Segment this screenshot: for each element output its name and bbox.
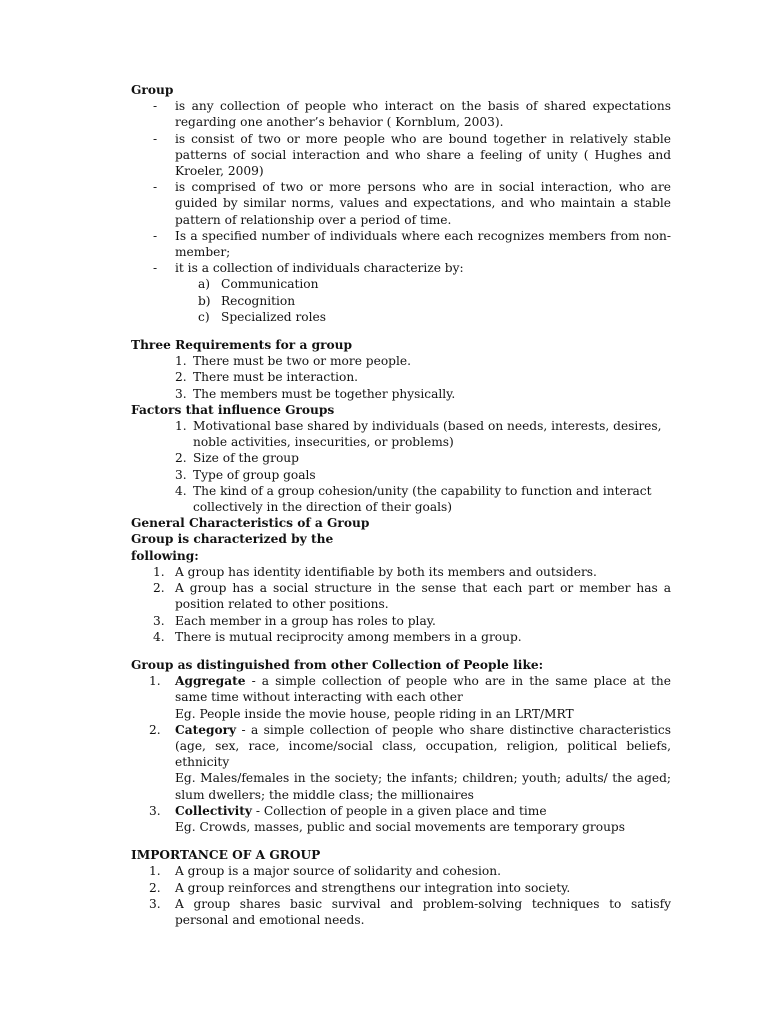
list-marker: b)	[198, 293, 211, 308]
distinguished-list	[131, 673, 671, 835]
characteristics-subheading	[131, 531, 671, 563]
list-item	[131, 467, 671, 483]
term-definition: - a simple collection of people who are in the same place at the same time without interacting with each other	[175, 674, 671, 705]
list-item-text: A group is a major source of solidarity and cohesion.	[175, 864, 501, 879]
list-item-text: There is mutual reciprocity among members in a group.	[175, 629, 522, 644]
list-item	[131, 293, 671, 309]
example-text: Eg. Males/females in the society; the infants; children; youth; adults/ the aged; slum dwellers; the middle class; the millionaires	[175, 771, 671, 802]
list-item-text: The kind of a group cohesion/unity (the capability to function and interact collectively in the direction of their goals)	[193, 483, 652, 515]
list-marker: 3.	[153, 613, 165, 628]
list-item-text: Communication	[221, 277, 319, 292]
list-marker: 1.	[175, 354, 187, 369]
list-item-text: Type of group goals	[193, 467, 316, 482]
list-item-text: A group reinforces and strengthens our integration into society.	[175, 880, 571, 895]
list-item	[131, 369, 671, 385]
list-item-text: Each member in a group has roles to play.	[175, 613, 436, 628]
list-item	[131, 98, 671, 130]
list-marker: a)	[198, 277, 211, 292]
list-marker: 3.	[149, 803, 161, 818]
list-item	[131, 564, 671, 580]
list-item	[131, 179, 671, 228]
list-item-text: it is a collection of individuals characterize by:	[175, 261, 464, 276]
list-item-text: A group has identity identifiable by both its members and outsiders.	[175, 564, 597, 579]
list-marker: 4.	[175, 483, 187, 498]
subheading-line: Group is characterized by the	[131, 532, 334, 547]
dash-marker: -	[153, 131, 158, 146]
list-item	[131, 353, 671, 369]
list-marker: 3.	[175, 467, 187, 482]
list-marker: 2.	[153, 581, 165, 596]
list-item	[131, 803, 671, 835]
list-item	[131, 418, 671, 450]
section-heading-factors: Factors that influence Groups	[131, 402, 335, 417]
list-item	[131, 722, 671, 803]
section-heading-characteristics: General Characteristics of a Group	[131, 516, 370, 531]
list-item	[131, 260, 671, 276]
list-item	[131, 896, 671, 928]
list-marker: c)	[198, 309, 210, 324]
list-item-text: is any collection of people who interact on the basis of shared expectations regarding one another’s behavior ( Kornblum, 2003).	[175, 99, 671, 130]
list-item-text: Size of the group	[193, 451, 299, 466]
term-category: Category	[175, 722, 237, 737]
list-item-text: Is a specified number of individuals where each recognizes members from non- member;	[175, 228, 671, 260]
list-item-text: A group shares basic survival and problem-solving techniques to satisfy personal and emotional needs.	[175, 896, 671, 927]
list-marker: 2.	[149, 880, 161, 895]
list-marker: 2.	[149, 722, 161, 737]
list-item	[131, 580, 671, 612]
list-item	[131, 131, 671, 180]
list-item	[131, 673, 671, 722]
example-text: Eg. Crowds, masses, public and social movements are temporary groups	[175, 819, 625, 834]
example-text: Eg. People inside the movie house, people riding in an LRT/MRT	[175, 706, 574, 721]
section-heading-requirements: Three Requirements for a group	[131, 338, 353, 353]
group-definition-list	[131, 98, 671, 276]
dash-marker: -	[153, 228, 158, 243]
list-marker: 3.	[175, 386, 187, 401]
list-item	[131, 863, 671, 879]
factors-list	[131, 418, 671, 515]
list-item	[131, 629, 671, 645]
list-item	[131, 880, 671, 896]
list-marker: 1.	[149, 864, 161, 879]
list-marker: 4.	[153, 629, 165, 644]
list-item-text: Recognition	[221, 293, 296, 308]
term-collectivity: Collectivity	[175, 803, 252, 818]
list-item	[131, 483, 671, 515]
section-heading-importance: IMPORTANCE OF A GROUP	[131, 848, 321, 863]
list-item-text: Motivational base shared by individuals (based on needs, interests, desires, noble activities, insecurities, or problems)	[193, 419, 662, 450]
list-item	[131, 276, 671, 292]
subheading-line: following:	[131, 548, 199, 563]
list-item	[131, 386, 671, 402]
section-heading-group: Group	[131, 83, 174, 97]
list-marker: 2.	[175, 370, 187, 385]
list-marker: 3.	[149, 896, 161, 911]
requirements-list	[131, 353, 671, 402]
section-heading-distinguished: Group as distinguished from other Collection of People like:	[131, 657, 544, 672]
list-item	[131, 309, 671, 325]
list-item-text: is consist of two or more people who are bound together in relatively stable patterns of social interaction and who share a feeling of unity ( Hughes and Kroeler, 2009)	[175, 131, 671, 179]
list-item-text: The members must be together physically.	[193, 386, 456, 401]
list-marker: 1.	[149, 674, 161, 689]
list-item-text: There must be two or more people.	[193, 354, 411, 369]
list-item-text: A group has a social structure in the sense that each part or member has a position related to other positions.	[175, 581, 671, 612]
list-marker: 1.	[175, 419, 187, 434]
characteristics-list	[131, 564, 671, 645]
list-item-text: is comprised of two or more persons who are in social interaction, who are guided by similar norms, values and expectations, and who maintain a stable pattern of relationship over a period of time.	[175, 180, 671, 227]
dash-marker: -	[153, 180, 158, 195]
list-marker: 2.	[175, 451, 187, 466]
list-marker: 1.	[153, 564, 165, 579]
dash-marker: -	[153, 99, 158, 114]
list-item	[131, 228, 671, 260]
list-item-text: There must be interaction.	[193, 370, 359, 385]
term-aggregate: Aggregate	[175, 674, 246, 689]
dash-marker: -	[153, 261, 158, 276]
importance-list	[131, 863, 671, 928]
group-characteristics-sublist	[131, 276, 671, 325]
list-item	[131, 450, 671, 466]
list-item	[131, 613, 671, 629]
list-item-text: Specialized roles	[221, 309, 326, 324]
term-definition: - Collection of people in a given place and time	[251, 803, 547, 818]
term-definition: - a simple collection of people who share distinctive characteristics (age, sex, race, income/social class, occupation, religion, political beliefs, ethnicity	[175, 722, 671, 770]
document-page	[131, 82, 671, 928]
